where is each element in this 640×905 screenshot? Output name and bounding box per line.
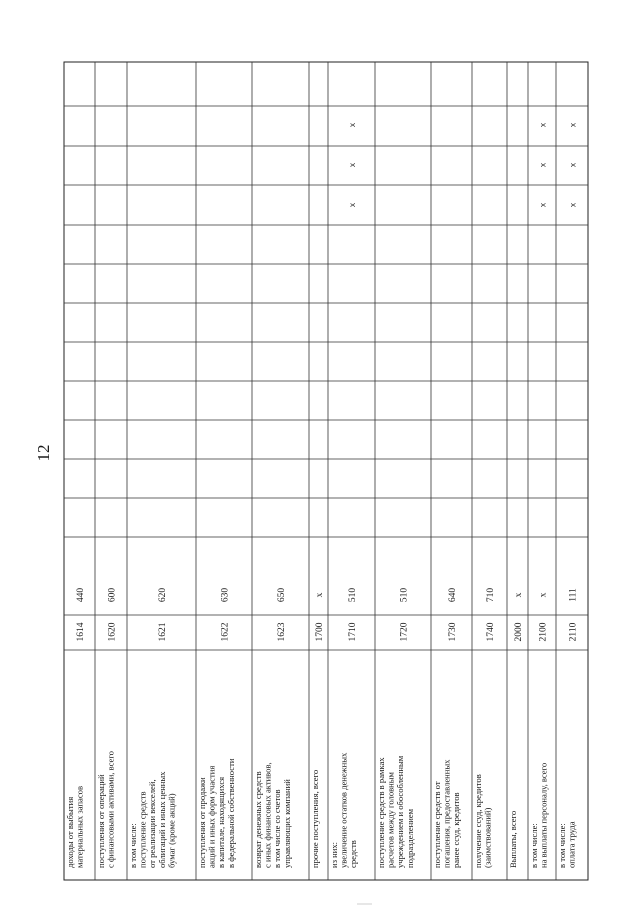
table-row <box>310 592 325 868</box>
row-kosgu-code: 710 <box>486 587 496 603</box>
row-description-line: поступление средств в рамках <box>376 757 386 868</box>
row-description-line: поступления от операций <box>96 774 106 868</box>
row-description-line: управляющих компаний <box>281 779 292 868</box>
row-description-line: акций и иных форм участия <box>206 765 217 868</box>
row-kosgu-code: 630 <box>220 587 231 603</box>
table-row <box>529 122 549 868</box>
row-description-line: доходы от выбытия <box>65 796 75 868</box>
row-description-line: Выплаты, всего <box>508 810 518 868</box>
table-row <box>508 592 524 868</box>
table-row <box>473 588 496 868</box>
table-row <box>128 588 176 868</box>
row-kosgu-code: 650 <box>277 587 287 603</box>
row-kosgu-code: x <box>514 592 524 598</box>
row-description-line: оплата труда <box>566 821 577 868</box>
table-row <box>432 588 461 868</box>
not-applicable-mark: x <box>347 162 357 168</box>
row-description-line: поступление средств от <box>432 781 442 868</box>
row-kosgu-code: 111 <box>568 588 579 602</box>
row-code: 2110 <box>568 622 579 642</box>
table-row <box>253 588 292 868</box>
row-description-line: в том числе со счетов <box>272 789 283 868</box>
row-description-line: поступление средств <box>137 791 148 868</box>
row-description-line: поступления от продажи <box>197 777 207 868</box>
row-description-line: в том числе: <box>529 823 539 868</box>
row-description-line: материальных запасов <box>74 785 85 868</box>
row-description-line: на выплаты персоналу, всего <box>538 762 549 868</box>
row-description-line: прочие поступления, всего <box>310 769 320 868</box>
row-code: 2100 <box>538 622 549 642</box>
table-rows <box>65 122 579 868</box>
row-kosgu-code: x <box>538 592 549 598</box>
row-description-line: средств <box>348 840 359 868</box>
row-code: 1710 <box>348 622 358 642</box>
row-description-line: увеличение остатков денежных <box>338 752 349 868</box>
row-code: 1621 <box>158 622 168 642</box>
row-description-line: из них: <box>329 841 339 868</box>
row-description-line: в федеральной собственности <box>225 758 236 868</box>
not-applicable-mark: x <box>537 202 548 208</box>
row-code: 1730 <box>448 622 458 642</box>
not-applicable-mark: x <box>567 122 578 128</box>
not-applicable-mark: x <box>347 202 357 208</box>
table-row <box>197 588 236 868</box>
row-description-line: бумаг (кроме акций) <box>166 793 177 868</box>
table-row <box>96 588 118 868</box>
row-code: 1622 <box>220 622 231 642</box>
row-kosgu-code: 620 <box>158 587 168 603</box>
not-applicable-mark: x <box>537 162 548 168</box>
row-description-line: погашения, предоставленных <box>441 759 452 868</box>
table-row <box>65 588 86 868</box>
row-description-line: учреждением и обособленным <box>395 755 406 868</box>
row-code: 1700 <box>315 622 325 642</box>
row-description-line: облигаций и иных ценных <box>156 771 167 868</box>
table-row <box>329 122 358 868</box>
row-code: 1740 <box>486 622 496 642</box>
row-code: 1614 <box>76 622 86 642</box>
row-kosgu-code: x <box>315 592 325 598</box>
row-description-line: в том числе: <box>557 823 567 868</box>
row-description-line: получение ссуд, кредитов <box>473 774 483 868</box>
row-description-line: в капитале, находящихся <box>216 776 227 868</box>
row-code: 1720 <box>399 622 410 642</box>
page-number: 12 <box>34 444 53 462</box>
row-description-line: расчетов между головным <box>385 772 396 868</box>
row-code: 2000 <box>514 622 524 642</box>
row-description-line: с иных финансовых активов, <box>262 762 273 868</box>
row-kosgu-code: 510 <box>348 587 358 603</box>
row-description-line: от реализации векселей, <box>147 779 158 868</box>
table-row <box>376 588 415 868</box>
row-description-line: с финансовыми активами, всего <box>105 751 116 868</box>
not-applicable-mark: x <box>347 122 357 128</box>
table-row <box>557 122 579 868</box>
row-kosgu-code: 600 <box>107 587 118 603</box>
row-kosgu-code: 440 <box>76 587 86 603</box>
row-description-line: ранее ссуд, кредитов <box>451 792 462 868</box>
row-description-line: возврат денежных средств <box>253 771 263 868</box>
row-code: 1623 <box>277 622 287 642</box>
not-applicable-mark: x <box>567 162 578 168</box>
not-applicable-mark: x <box>537 122 548 128</box>
not-applicable-mark: x <box>567 202 578 208</box>
row-description-line: подразделением <box>404 808 415 868</box>
row-kosgu-code: 640 <box>448 587 458 603</box>
row-description-line: (заимствований) <box>482 807 493 868</box>
row-kosgu-code: 510 <box>399 587 410 603</box>
row-description-line: в том числе: <box>128 823 138 868</box>
table-grid <box>64 62 588 880</box>
row-code: 1620 <box>107 622 118 642</box>
